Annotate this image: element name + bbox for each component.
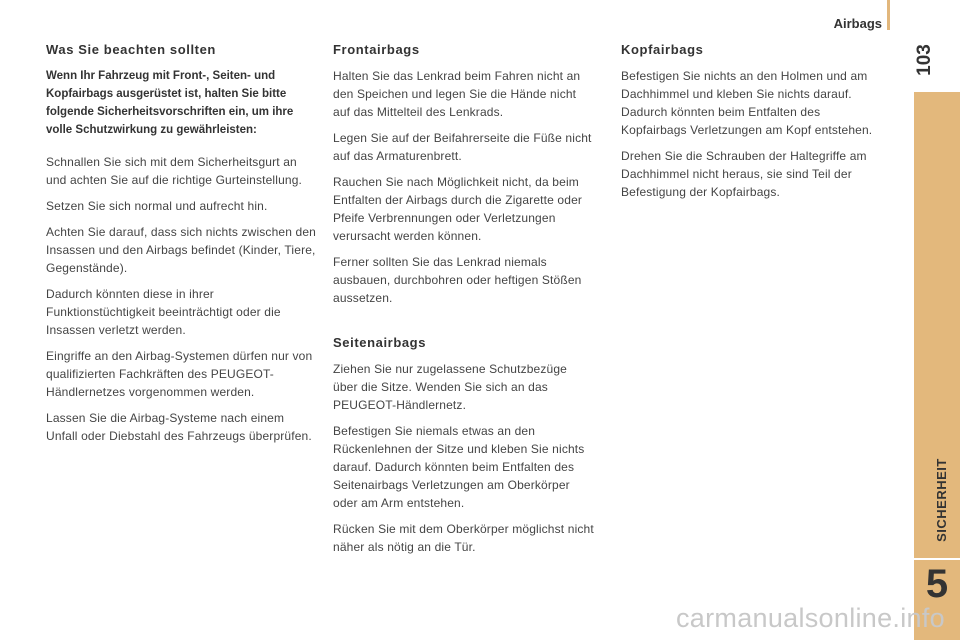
paragraph: Halten Sie das Lenkrad beim Fahren nicht an den Speichen und legen Sie die Hände nicht auf das Mittelteil des Lenkrads. [333, 69, 581, 119]
paragraph: Befestigen Sie nichts an den Holmen und am Dachhimmel und kleben Sie nichts darauf. Dadurch könnten beim Entfalten des Kopfairbags Verletzungen am Kopf entstehen. [621, 69, 873, 137]
paragraph: Achten Sie darauf, dass sich nichts zwischen den Insassen und den Airbags befindet (Kinder, Tiere, Gegenstände). [46, 225, 317, 275]
heading-kopfairbags: Kopfairbags [621, 42, 704, 57]
column-general-advice [46, 42, 318, 453]
chapter-number: 5 [925, 561, 949, 606]
paragraph: Legen Sie auf der Beifahrerseite die Füße nicht auf das Armaturenbrett. [333, 131, 592, 163]
watermark-text: carmanualsonline.info [676, 603, 945, 633]
page-number: 103 [914, 44, 935, 76]
paragraph: Befestigen Sie niemals etwas an den Rückenlehnen der Sitze und kleben Sie nichts darauf. Dadurch könnten beim Entfalten des Seitenairbags Verletzungen am Oberkörper oder am Arm entstehen. [333, 424, 585, 510]
paragraph: Drehen Sie die Schrauben der Haltegriffe am Dachhimmel nicht heraus, sie sind Teil der Befestigung der Kopfairbags. [621, 149, 867, 199]
chapter-label: SICHERHEIT [933, 458, 949, 542]
paragraph: Dadurch könnten diese in ihrer Funktionstüchtigkeit beeinträchtigt oder die Insassen verletzt werden. [46, 287, 281, 337]
heading-frontairbags: Frontairbags [333, 42, 420, 57]
paragraph: Rücken Sie mit dem Oberkörper möglichst nicht näher als nötig an die Tür. [333, 522, 594, 554]
heading-was-sie-beachten: Was Sie beachten sollten [46, 42, 216, 57]
column-front-side-airbags [333, 42, 595, 564]
heading-seitenairbags: Seitenairbags [333, 335, 427, 350]
page-header-title: Airbags [833, 16, 882, 31]
column-head-airbags [621, 42, 883, 209]
header-rule [887, 0, 890, 30]
paragraph: Lassen Sie die Airbag-Systeme nach einem Unfall oder Diebstahl des Fahrzeugs überprüfen. [46, 411, 312, 443]
paragraph: Rauchen Sie nach Möglichkeit nicht, da beim Entfalten der Airbags durch die Zigarette oder Pfeife Verbrennungen oder Verletzungen verursacht werden können. [333, 175, 583, 243]
intro-text: Wenn Ihr Fahrzeug mit Front-, Seiten- und Kopfairbags ausgerüstet ist, halten Sie bitte folgende Sicherheitsvorschriften ein, um ihre volle Schutzwirkung zu gewährleisten: [46, 70, 294, 136]
paragraph: Eingriffe an den Airbag-Systemen dürfen nur von qualifizierten Fachkräften des PEUGEOT-Händlernetzes vorgenommen werden. [46, 349, 313, 399]
paragraph: Setzen Sie sich normal und aufrecht hin. [46, 199, 268, 213]
paragraph: Schnallen Sie sich mit dem Sicherheitsgurt an und achten Sie auf die richtige Gurteinstellung. [46, 155, 303, 187]
paragraph: Ziehen Sie nur zugelassene Schutzbezüge über die Sitze. Wenden Sie sich an das PEUGEOT-Händlernetz. [333, 362, 568, 412]
paragraph: Ferner sollten Sie das Lenkrad niemals ausbauen, durchbohren oder heftigen Stößen aussetzen. [333, 255, 582, 305]
